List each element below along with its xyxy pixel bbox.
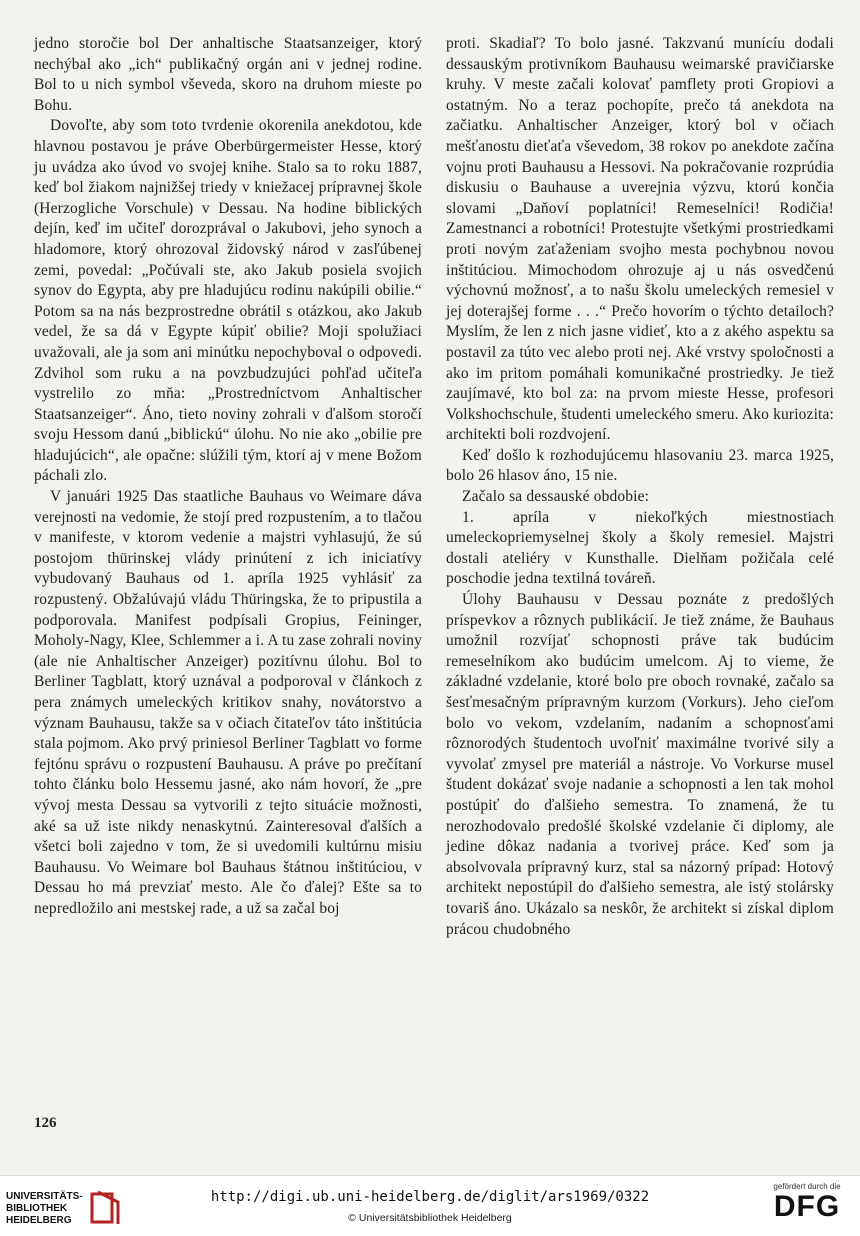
- right-column: [446, 34, 834, 940]
- funder-caption: gefördert durch die: [773, 1182, 841, 1191]
- paragraph: Keď došlo k rozhodujúcemu hlasovaniu 23. marca 1925, bolo 26 hlasov áno, 15 nie.: [446, 446, 834, 485]
- paragraph: V januári 1925 Das staatliche Bauhaus vo Weimare dáva verejnosti na vedomie, že stojí pred rozpustením, a to tlačou v manifeste, v ktorom vedenie a majstri vyhlasujú, že sú postojom thürinskej vlády prinútení z ich iniciatívy vybudovaný Bauhaus od 1. apríla 1925 vyhlásiť za rozpustený. Obžalúvajú vládu Thüringska, že to pripustila a podporovala. Manifest podpísali Gropius, Feininger, Moholy-Nagy, Klee, Schlemmer a i. A tu zase zohrali noviny (ale nie Anhaltischer Anzeiger) pozitívnu úlohu. Bol to Berliner Tagblatt, ktorý uznával a podporoval v článkoch z pera známych umeleckých kritikov snahy, novátorstvo a význam Bauhausu, takže sa v očiach čitateľov táto inštitúcia stala pojmom. Ako prvý priniesol Berliner Tagblatt vo forme fejtónu správu o rozpustení Bauhausu. A práve po prečítaní tohto článku bolo Hessemu jasné, ako nám hovorí, že „pre vývoj mesta Dessau sa vytvorili z tejto situácie možnosti, aké sa už iste nikdy nenaskytnú. Zainteresoval ďalších a všetci boli zajedno v tom, že si uvedomili kultúrnu misiu Bauhausu. Vo Weimare bol Bauhaus štátnou inštitúciou, v Dessau ho má prevziať mesto. Ale čo ďalej? Ešte sa to nepredložilo ani mestskej rade, a už sa začal boj: [34, 488, 422, 917]
- footer-bar: [0, 1175, 860, 1236]
- library-name-line1: UNIVERSITÄTS-: [6, 1191, 83, 1202]
- library-name-line2: BIBLIOTHEK: [6, 1203, 68, 1214]
- page-number: 126: [34, 1115, 57, 1131]
- paragraph: Dovoľte, aby som toto tvrdenie okorenila anekdotou, kde hlavnou postavou je práve Oberbürgermeister Hesse, ktorý ju uvádza ako úvod vo svojej knihe. Stalo sa to roku 1887, keď bol žiakom najnižšej triedy v kniežacej prípravnej škole (Herzogliche Vorschule) v Dessau. Na hodine biblických dejín, keď im učiteľ dorozprával o Jakubovi, jeho synoch a hladomore, ktorý ohrozoval židovský národ v zasľúbenej zemi, povedal: „Počúvali ste, ako Jakub posiela svojich synov do Egypta, aby pre hladujúcu rodinu nakúpili obilie.“ Potom sa na nás bezprostredne obrátil s otázkou, ako Jakub vedel, že sa dá v Egypte kúpiť obilie? Moji spolužiaci uvažovali, ale ja som ani minútku nepochyboval o odpovedi. Zdvihol som ruku a na povzbudzujúci pohľad učiteľa vystrelilo zo mňa: „Prostredníctvom Anhaltischer Staatsanzeiger“. Áno, tieto noviny zohrali v ďalšom storočí svoju Hessom danú „biblickú“ úlohu. No nie ako „obilie pre hladujúcich“, ale opačne: slúžili tým, ktorí aj v mene Božom páchali zlo.: [34, 117, 422, 485]
- funder-logo-text: DFG: [773, 1190, 841, 1223]
- paragraph: proti. Skadiaľ? To bolo jasné. Takzvanú munícíu dodali dessauským protivníkom Bauhausu weimarské pravičiarske kruhy. V meste začali kolovať pamflety proti Gropiovi a ostatným. No a teraz pochopíte, prečo tá anekdota na začiatku. Anhaltischer Anzeiger, ktorý bol v očiach mešťanostu dieťaťa vševedom, 38 rokov po anekdote začína vojnu proti Bauhausu a Hessovi. Na pokračovanie rozprúdia diskusiu o Bauhause a uverejnia výzvu, ktorú končia slovami „Daňoví poplatníci! Remeselníci! Rodičia! Zamestnanci a robotníci! Protestujte všetkými prostriedkami proti novým zaťaženiam svojho mesta pochybnou novou inštitúciou. Mimochodom ohrozuje aj u nás osvedčenú výchovnú možnosť, a to našu školu umeleckých remesiel v jej doterajšej forme . . .“ Prečo hovorím o týchto detailoch? Myslím, že len z nich jasne vidieť, kto a z akého aspektu sa postavil za túto vec alebo proti nej. Aké vrstvy spoločnosti a ako im pritom pomáhali komunikačné prostriedky. Je tiež zaujímavé, kto bol za: na prvom mieste Hesse, profesori Volkshochschule, študenti umeleckého smeru. Ako kuriozita: architekti boli rozdvojení.: [446, 35, 834, 444]
- paragraph: Úlohy Bauhausu v Dessau poznáte z predošlých príspevkov a rôznych publikácií. Je tiež známe, že Bauhaus umožnil rozvíjať schopnosti práve tak budúcim remeselníkom ako budúcim umelcom. Aj to vieme, že základné vzdelanie, ktoré bolo pre oboch rovnaké, začalo sa šesťmesačným prípravným kurzom (Vorkurs). Jeho cieľom bolo vo vekom, vzdelaním, nadaním a schopnosťami rôznorodých študentoch uvoľniť maximálne tvorivé sily a vyvolať zmysel pre materiál a nástroje. Vo Vorkurse musel študent dokázať svoje nadanie a schopnosti a len tak mohol postúpiť do ďalšieho semestra. To znamená, že tu nerozhodovalo predošlé školské vzdelanie či diplomy, ale jedine dôkaz nadania a tvorivej práce. Keď som ja absolvovala prípravný kurz, stal sa názorný prípad: Hotový architekt nepostúpil do ďalšieho semestra, ale istý stolársky tovariš áno. Ukázalo sa neskôr, že architekt si získal diplom prácou chudobného: [446, 591, 834, 938]
- dfg-logo[interactable]: [760, 1182, 854, 1232]
- paragraph: 1. apríla v niekoľkých miestnostiach umeleckopriemyselnej školy a školy remesiel. Majstri dostali ateliéry v Kunsthalle. Dielňam požičala celé poschodie jedna textilná továreň.: [446, 508, 834, 588]
- library-name-line3: HEIDELBERG: [6, 1215, 72, 1226]
- copyright-text: © Universitätsbibliothek Heidelberg: [348, 1212, 512, 1224]
- paragraph: Začalo sa dessauské obdobie:: [462, 488, 650, 506]
- paragraph: jedno storočie bol Der anhaltische Staatsanzeiger, ktorý nechýbal ako „ich“ publikačný orgán ani v jednej rodine. Bol to u nich symbol vševeda, skoro na druhom mieste po Bohu.: [34, 35, 422, 114]
- permalink-url[interactable]: http://digi.ub.uni-heidelberg.de/diglit/ars1969/0322: [210, 1189, 650, 1205]
- left-column: [34, 34, 422, 920]
